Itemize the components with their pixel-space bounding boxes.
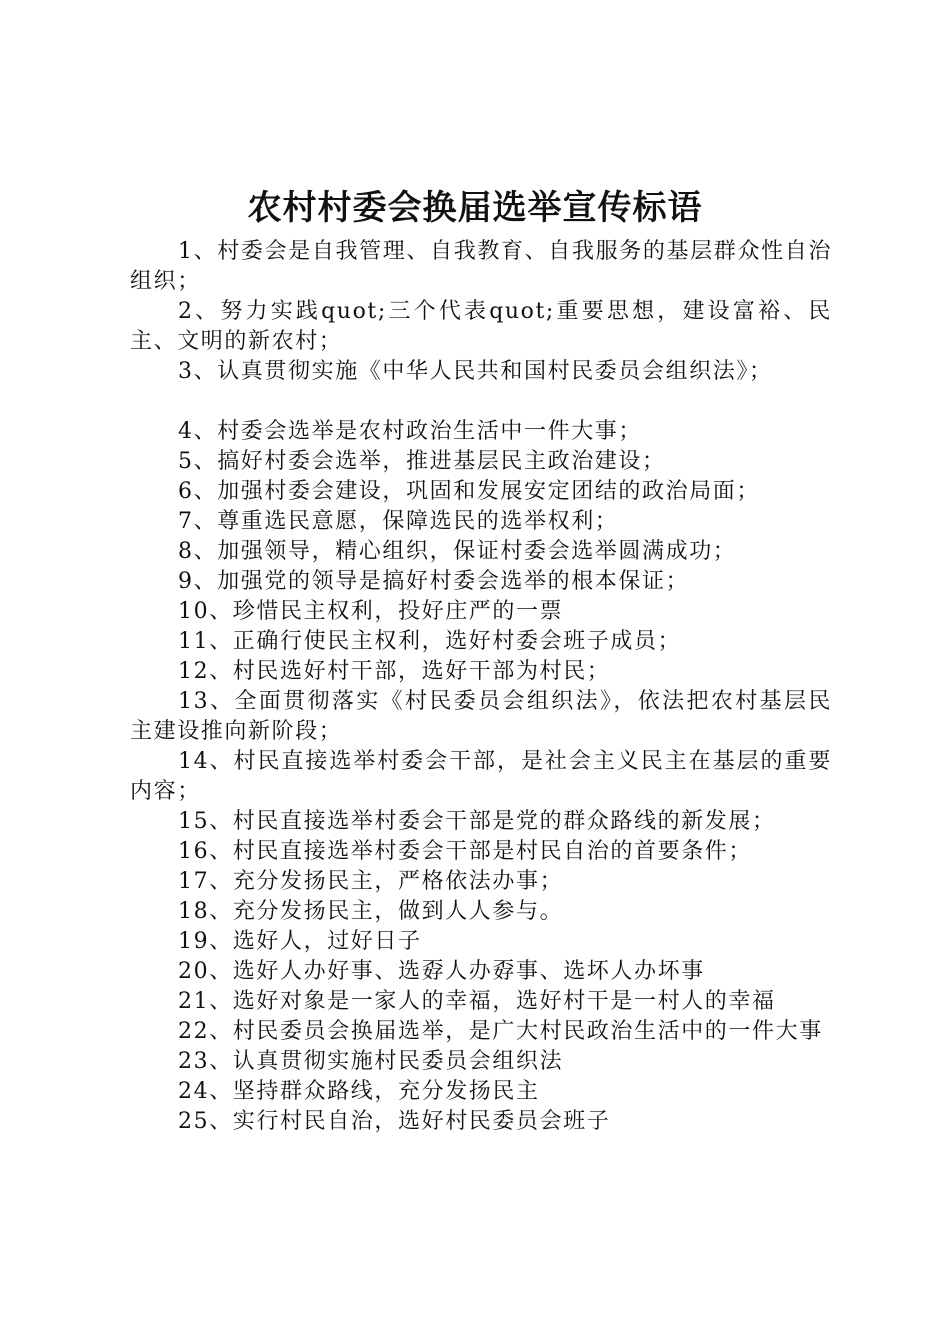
slogan-item: 1、村委会是自我管理、自我教育、自我服务的基层群众性自治组织； xyxy=(130,239,832,294)
slogan-item: 25、实行村民自治，选好村民委员会班子 xyxy=(178,1109,611,1134)
slogan-item: 19、选好人，过好日子 xyxy=(178,929,422,954)
slogan-item: 23、认真贯彻实施村民委员会组织法 xyxy=(178,1049,564,1074)
slogan-item: 4、村委会选举是农村政治生活中一件大事； xyxy=(178,419,642,444)
slogan-item: 3、认真贯彻实施《中华人民共和国村民委员会组织法》； xyxy=(178,359,773,384)
slogan-item: 18、充分发扬民主，做到人人参与。 xyxy=(178,899,564,924)
slogan-item: 14、村民直接选举村委会干部，是社会主义民主在基层的重要内容； xyxy=(130,749,832,804)
paragraph-spacer xyxy=(130,387,832,417)
slogan-item: 11、正确行使民主权利，选好村委会班子成员； xyxy=(178,629,682,654)
slogan-list xyxy=(130,237,832,1137)
slogan-item: 6、加强村委会建设，巩固和发展安定团结的政治局面； xyxy=(178,479,760,504)
slogan-item: 20、选好人办好事、选孬人办孬事、选坏人办坏事 xyxy=(178,959,705,984)
slogan-item: 24、坚持群众路线，充分发扬民主 xyxy=(178,1079,540,1104)
slogan-item: 15、村民直接选举村委会干部是党的群众路线的新发展； xyxy=(178,809,776,834)
document-title: 农村村委会换届选举宣传标语 xyxy=(247,188,703,228)
slogan-item: 13、全面贯彻落实《村民委员会组织法》，依法把农村基层民主建设推向新阶段； xyxy=(130,689,832,744)
slogan-item: 16、村民直接选举村委会干部是村民自治的首要条件； xyxy=(178,839,752,864)
slogan-item: 9、加强党的领导是搞好村委会选举的根本保证； xyxy=(178,569,690,594)
slogan-item: 12、村民选好村干部，选好干部为村民； xyxy=(178,659,611,684)
slogan-item: 8、加强领导，精心组织，保证村委会选举圆满成功； xyxy=(178,539,737,564)
slogan-item: 22、村民委员会换届选举，是广大村民政治生活中的一件大事 xyxy=(178,1019,823,1044)
slogan-item: 5、搞好村委会选举，推进基层民主政治建设； xyxy=(178,449,666,474)
slogan-item: 10、珍惜民主权利，投好庄严的一票 xyxy=(178,599,564,624)
slogan-item: 17、充分发扬民主，严格依法办事； xyxy=(178,869,564,894)
slogan-item: 2、努力实践quot;三个代表quot;重要思想，建设富裕、民主、文明的新农村； xyxy=(130,299,832,354)
slogan-item: 21、选好对象是一家人的幸福，选好村干是一村人的幸福 xyxy=(178,989,776,1014)
slogan-item: 7、尊重选民意愿，保障选民的选举权利； xyxy=(178,509,619,534)
